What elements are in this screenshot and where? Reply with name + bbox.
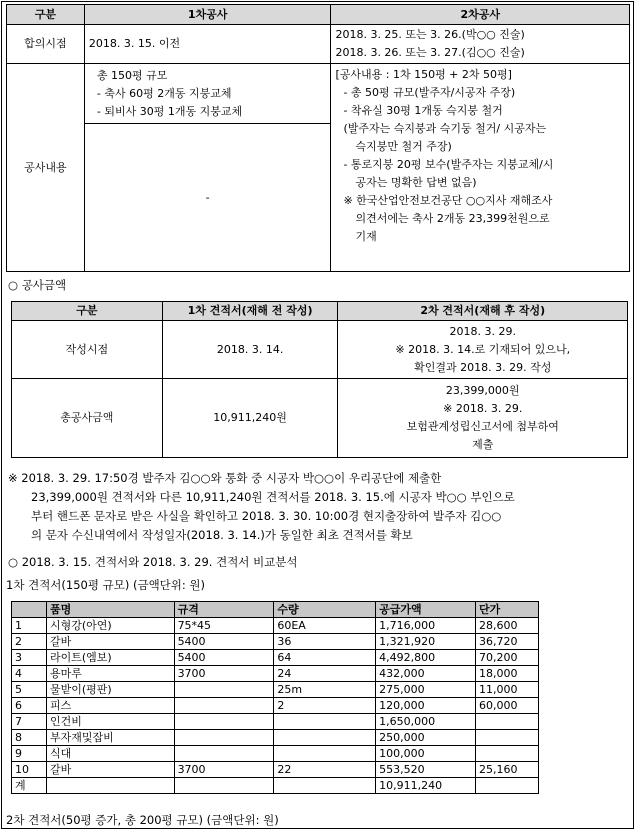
est-cell: 물받이(평판) [46, 682, 174, 698]
est-cell [476, 730, 539, 746]
est-cell [476, 714, 539, 730]
est-cell: 3 [12, 650, 47, 666]
agree-second [331, 25, 630, 64]
content-label: 공사내용 [7, 64, 85, 272]
est-cell: 8 [12, 730, 47, 746]
construction-comparison-table [6, 4, 630, 272]
est-cell [274, 746, 376, 762]
est-cell: 25m [274, 682, 376, 698]
est-header-qty: 수량 [274, 602, 376, 618]
content-first-bottom: - [84, 124, 331, 272]
est-cell: 식대 [46, 746, 174, 762]
est-cell: 인건비 [46, 714, 174, 730]
est-header-item: 품명 [46, 602, 174, 618]
header-second-work: 2차공사 [331, 5, 630, 25]
cost-header-category: 구분 [12, 302, 163, 321]
est-cell: 5 [12, 682, 47, 698]
cost-row2-line: 제출 [472, 438, 494, 451]
est-header-no [12, 602, 47, 618]
content-second-line: - 착유실 30평 1개동 슥지붕 철거 [343, 104, 503, 117]
table-row [12, 714, 539, 730]
est-cell: 22 [274, 762, 376, 778]
est-cell: 5400 [174, 634, 274, 650]
content-first-line: - 퇴비사 30평 1개동 지붕교체 [96, 104, 243, 118]
est-cell: 100,000 [376, 746, 476, 762]
table-row [12, 666, 539, 682]
note-line: 부터 핸드폰 문자로 받은 사실을 확인하고 2018. 3. 30. 10:00경 현지출장하여 발주자 김○○ [31, 509, 502, 523]
est-cell: 2 [12, 634, 47, 650]
est-cell: 1,650,000 [376, 714, 476, 730]
cost-row2-first: 10,911,240원 [162, 379, 338, 458]
est-cell [274, 730, 376, 746]
est-cell: 18,000 [476, 666, 539, 682]
table-row [12, 634, 539, 650]
investigation-note [8, 469, 630, 545]
est-cell: 4,492,800 [376, 650, 476, 666]
est-cell [174, 714, 274, 730]
note-line: 의 문자 수신내역에서 작성일자(2018. 3. 14.)가 동일한 최초 견적서를 확보 [31, 528, 413, 542]
est-cell: 25,160 [476, 762, 539, 778]
content-second-line: - 총 50평 규모(발주자/시공자 주장) [343, 86, 516, 99]
est-cell: 3700 [174, 666, 274, 682]
est-cell: 1,321,920 [376, 634, 476, 650]
cost-row2-line: 보험관계성립신고서에 첨부하여 [406, 420, 559, 433]
cost-row1-first: 2018. 3. 14. [162, 321, 338, 379]
content-second-line: 기재 [355, 230, 377, 243]
est-cell: 4 [12, 666, 47, 682]
est-cell: 250,000 [376, 730, 476, 746]
est-cell: 60EA [274, 618, 376, 634]
est-cell: 36,720 [476, 634, 539, 650]
est-cell: 70,200 [476, 650, 539, 666]
cost-header-first: 1차 견적서(재해 전 작성) [162, 302, 338, 321]
cost-row2-label: 총공사금액 [12, 379, 163, 458]
agree-second-line: 2018. 3. 26. 또는 3. 27.(김○○ 진술) [335, 46, 525, 59]
est-cell: 75*45 [174, 618, 274, 634]
est-cell: 2 [274, 698, 376, 714]
agree-second-line: 2018. 3. 25. 또는 3. 26.(박○○ 진술) [335, 28, 525, 41]
est-cell: 9 [12, 746, 47, 762]
total-value: 10,911,240 [376, 778, 476, 794]
est-cell: 10 [12, 762, 47, 778]
est-cell: 275,000 [376, 682, 476, 698]
content-second [331, 64, 630, 272]
est-cell: 5400 [174, 650, 274, 666]
cost-row2-second [338, 379, 628, 458]
note-line: 23,399,000원 견적서와 다른 10,911,240원 견적서를 2018. 3. 15.에 시공자 박○○ 부인으로 [31, 490, 515, 504]
note-line: ※ 2018. 3. 29. 17:50경 발주자 김○○와 통화 중 시공자 박○○이 우리공단에 제출한 [8, 471, 442, 485]
est-cell: 1 [12, 618, 47, 634]
header-first-work: 1차공사 [84, 5, 331, 25]
content-second-line: - 통로지붕 20평 보수(발주자는 지붕교체/시 [343, 158, 554, 171]
cost-row1-second [338, 321, 628, 379]
content-first-top [84, 64, 331, 124]
content-second-line: 의견서에는 축사 2개동 23,399천원으로 [355, 212, 550, 225]
est-cell: 11,000 [476, 682, 539, 698]
est-cell: 64 [274, 650, 376, 666]
est-header-unit: 단가 [476, 602, 539, 618]
section-comparison-heading: ○ 2018. 3. 15. 견적서와 2018. 3. 29. 견적서 비교분석 [8, 555, 298, 569]
agree-label: 합의시점 [7, 25, 85, 64]
header-category: 구분 [7, 5, 85, 25]
cost-header-second: 2차 견적서(재해 후 작성) [338, 302, 628, 321]
est-cell: 120,000 [376, 698, 476, 714]
table-row [12, 730, 539, 746]
content-second-line: 슥지붕만 철거 주장) [355, 140, 452, 153]
estimate2-title: 2차 견적서(50평 증가, 총 200평 규모) (금액단위: 원) [6, 813, 279, 827]
document-page [1, 1, 634, 829]
est-cell: 36 [274, 634, 376, 650]
est-cell: 432,000 [376, 666, 476, 682]
table-row [12, 698, 539, 714]
table-row [12, 650, 539, 666]
est-cell: 시형강(아연) [46, 618, 174, 634]
cost-row2-line: ※ 2018. 3. 29. [443, 402, 523, 415]
est-cell: 6 [12, 698, 47, 714]
cost-row1-line: 확인결과 2018. 3. 29. 작성 [414, 360, 552, 374]
cost-table [11, 301, 628, 458]
est-cell [174, 746, 274, 762]
est-cell: 28,600 [476, 618, 539, 634]
est-cell: 라이트(엠보) [46, 650, 174, 666]
table-row [12, 618, 539, 634]
est-cell: 부자재및잡비 [46, 730, 174, 746]
agree-first: 2018. 3. 15. 이전 [84, 25, 331, 64]
est-cell: 553,520 [376, 762, 476, 778]
est-cell: 1,716,000 [376, 618, 476, 634]
est-cell: 갈바 [46, 762, 174, 778]
est-cell [174, 682, 274, 698]
cost-row2-line: 23,399,000원 [445, 384, 520, 397]
est-cell [174, 730, 274, 746]
est-cell [476, 746, 539, 762]
est-header-supply: 공급가액 [376, 602, 476, 618]
table-row [12, 682, 539, 698]
total-row [12, 778, 539, 794]
est-cell: 갈바 [46, 634, 174, 650]
est-cell: 24 [274, 666, 376, 682]
total-label: 계 [12, 778, 47, 794]
content-first-line: - 축사 60평 2개동 지붕교체 [96, 86, 232, 100]
est-cell: 피스 [46, 698, 174, 714]
est-cell: 60,000 [476, 698, 539, 714]
table-row [12, 762, 539, 778]
cost-row1-line: ※ 2018. 3. 14.로 기재되어 있으나, [395, 342, 571, 356]
cost-row1-label: 작성시점 [12, 321, 163, 379]
est-cell: 7 [12, 714, 47, 730]
content-second-line: (발주자는 슥지붕과 슥기둥 철거/ 시공자는 [343, 122, 547, 135]
est-cell [174, 698, 274, 714]
section-cost-heading: ○ 공사금액 [8, 278, 67, 292]
est-cell: 3700 [174, 762, 274, 778]
table-row [12, 746, 539, 762]
est-cell: 용마루 [46, 666, 174, 682]
cost-row1-line: 2018. 3. 29. [449, 324, 516, 338]
est-cell [274, 714, 376, 730]
content-second-line: [공사내용 : 1차 150평 + 2차 50평] [335, 68, 512, 81]
estimate1-table [11, 601, 539, 794]
content-first-line: 총 150평 규모 [96, 68, 168, 82]
est-header-spec: 규격 [174, 602, 274, 618]
estimate1-title: 1차 견적서(150평 규모) (금액단위: 원) [6, 578, 206, 592]
content-second-line: ※ 한국산업안전보건공단 ○○지사 재해조사 [343, 194, 553, 207]
content-second-line: 공자는 명확한 답변 없음) [355, 176, 477, 189]
